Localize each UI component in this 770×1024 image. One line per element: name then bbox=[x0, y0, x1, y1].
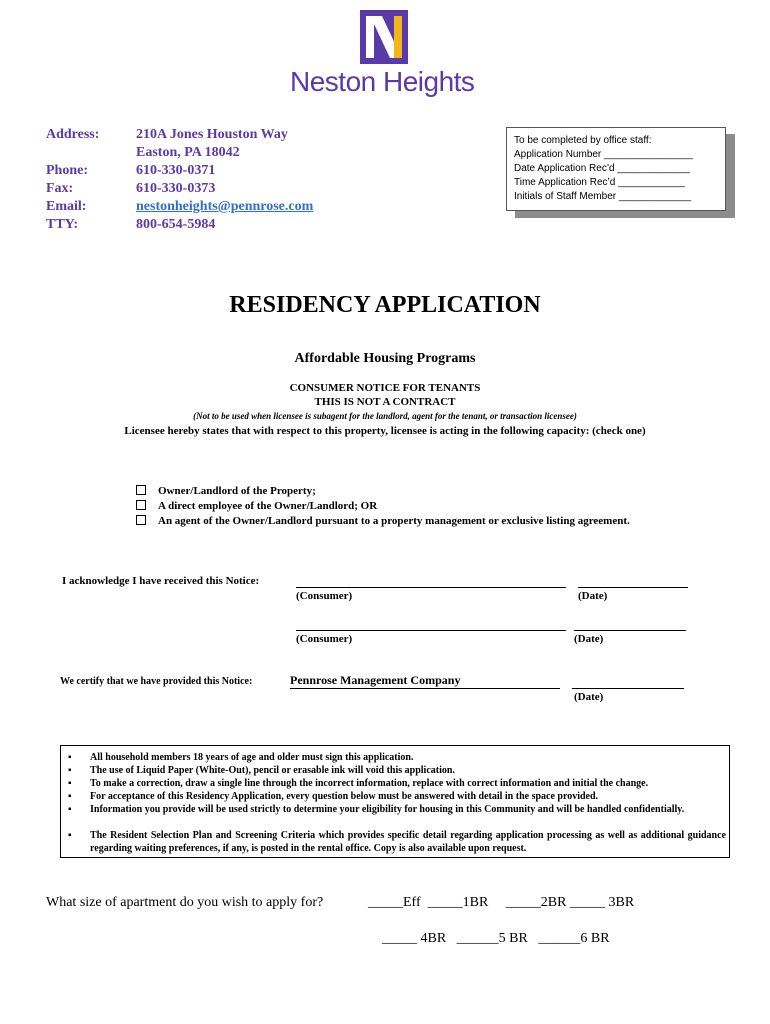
phone-label: Phone: bbox=[46, 163, 88, 178]
date-received-field[interactable]: Date Application Rec’d _____________ bbox=[514, 163, 690, 174]
address-line1: 210A Jones Houston Way bbox=[136, 127, 288, 142]
acknowledge-label: I acknowledge I have received this Notice: bbox=[62, 575, 260, 587]
date-line-3[interactable] bbox=[572, 688, 684, 689]
certify-label: We certify that we have provided this Notice: bbox=[60, 676, 253, 687]
option-agent-label: An agent of the Owner/Landlord pursuant to a property management or exclusive listing agreement. bbox=[158, 515, 630, 527]
option-owner-label: Owner/Landlord of the Property; bbox=[158, 485, 316, 497]
option-employee-label: A direct employee of the Owner/Landlord; OR bbox=[158, 500, 378, 512]
staff-initials-field[interactable]: Initials of Staff Member _____________ bbox=[514, 191, 692, 202]
page-title: RESIDENCY APPLICATION bbox=[229, 292, 541, 318]
rule-item: For acceptance of this Residency Application, every question below must be answered with detail in the space provided. bbox=[90, 791, 599, 802]
email-link-text[interactable]: nestonheights@pennrose.com bbox=[136, 199, 314, 214]
bullet-icon: ▪ bbox=[68, 830, 72, 841]
time-received-field[interactable]: Time Application Rec’d ____________ bbox=[514, 177, 685, 188]
office-box-heading: To be completed by office staff: bbox=[514, 135, 652, 146]
subtitle: Affordable Housing Programs bbox=[294, 351, 476, 366]
apartment-size-row-1[interactable]: _____Eff _____1BR _____2BR _____ 3BR bbox=[368, 895, 635, 910]
option-employee[interactable] bbox=[136, 499, 377, 514]
company-line bbox=[290, 688, 560, 689]
checkbox-icon[interactable] bbox=[136, 485, 146, 495]
rule-item: The Resident Selection Plan and Screening Criteria which provides specific detail regarding application processing as well as additional guidance regarding waiting preferences, if any, is posted in the rental office. Copy is also available upon request. bbox=[90, 830, 726, 854]
address-line2: Easton, PA 18042 bbox=[136, 145, 240, 160]
logo-wordmark: Neston Heights bbox=[290, 66, 475, 97]
email-link[interactable] bbox=[136, 198, 313, 216]
address-label: Address: bbox=[46, 127, 100, 142]
fax-value: 610-330-0373 bbox=[136, 181, 216, 196]
consumer-caption-2: (Consumer) bbox=[296, 633, 353, 645]
option-owner[interactable] bbox=[136, 484, 316, 499]
company-name: Pennrose Management Company bbox=[290, 673, 461, 687]
apartment-size-question: What size of apartment do you wish to apply for? bbox=[46, 895, 324, 910]
checkbox-icon[interactable] bbox=[136, 515, 146, 525]
checkbox-icon[interactable] bbox=[136, 500, 146, 510]
consumer-signature-line-2[interactable] bbox=[296, 630, 566, 631]
application-number-field[interactable]: Application Number ________________ bbox=[514, 149, 694, 160]
email-label: Email: bbox=[46, 199, 87, 214]
date-caption-1: (Date) bbox=[578, 590, 608, 602]
bullet-icon: ▪ bbox=[68, 765, 72, 776]
date-caption-2: (Date) bbox=[574, 633, 604, 645]
fax-label: Fax: bbox=[46, 181, 74, 196]
notice-statement: Licensee hereby states that with respect to this property, licensee is acting in the following capacity: (check one) bbox=[124, 425, 646, 437]
tty-label: TTY: bbox=[46, 217, 79, 232]
rule-item: To make a correction, draw a single line through the incorrect information, replace with correct information and initial the change. bbox=[90, 778, 649, 789]
date-caption-3: (Date) bbox=[574, 691, 604, 703]
rule-item: The use of Liquid Paper (White-Out), pencil or erasable ink will void this application. bbox=[90, 765, 455, 776]
consumer-caption-1: (Consumer) bbox=[296, 590, 353, 602]
apartment-size-row-2[interactable]: _____ 4BR ______5 BR ______6 BR bbox=[382, 931, 610, 946]
rule-item: All household members 18 years of age and older must sign this application. bbox=[90, 752, 414, 763]
neston-heights-logo-icon bbox=[360, 10, 408, 64]
bullet-icon: ▪ bbox=[68, 752, 72, 763]
date-line-2[interactable] bbox=[574, 630, 686, 631]
consumer-signature-line-1[interactable] bbox=[296, 587, 566, 588]
office-staff-fields bbox=[514, 134, 693, 204]
bullet-icon: ▪ bbox=[68, 791, 72, 802]
bullet-icon: ▪ bbox=[68, 778, 72, 789]
notice-heading-2: THIS IS NOT A CONTRACT bbox=[314, 396, 456, 408]
notice-note: (Not to be used when licensee is subagent for the landlord, agent for the tenant, or transaction licensee) bbox=[193, 411, 577, 421]
tty-value: 800-654-5984 bbox=[136, 217, 216, 232]
phone-value: 610-330-0371 bbox=[136, 163, 216, 178]
rule-item: Information you provide will be used strictly to determine your eligibility for housing in this Community and will be handled confidentially. bbox=[90, 804, 685, 815]
date-line-1[interactable] bbox=[578, 587, 688, 588]
option-agent[interactable] bbox=[136, 514, 630, 529]
notice-heading-1: CONSUMER NOTICE FOR TENANTS bbox=[289, 382, 481, 394]
bullet-icon: ▪ bbox=[68, 804, 72, 815]
